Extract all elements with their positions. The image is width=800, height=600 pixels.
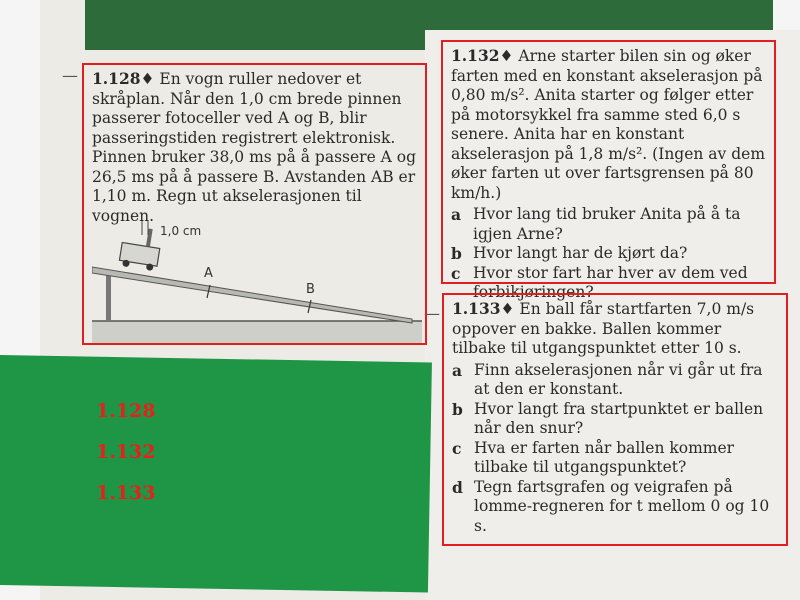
point-a-label: A (204, 266, 213, 281)
subquestion (452, 361, 778, 400)
margin-mark: — (424, 304, 440, 323)
problem-body: Arne starter bilen sin og øker farten med en konstant akselerasjon på 0,80 m/s². Anita starter og følger etter på motorsykkel fra samme sted 6,0 s senere. Anita har en konstant akselerasjon på 1,8 m/s². (Ingen av dem øker farten ut over fartsgrensen på 80 km/h.) (451, 47, 766, 202)
subquestion (452, 478, 778, 537)
ground (92, 321, 422, 343)
subquestion-text: Hvor langt fra startpunktet er ballen når den snur? (474, 399, 764, 437)
subquestion (451, 244, 766, 264)
green-banner-lower (85, 30, 425, 50)
subquestion-text: Finn akselerasjonen når vi går ut fra at den er konstant. (474, 360, 763, 398)
problem-body: En vogn ruller nedover et skråplan. Når den 1,0 cm brede pinnen passerer fotoceller ved A og B, blir passeringstiden registrert elektronisk. Pinnen bruker 38,0 ms på å passere A og 26,5 ms på å passere B. Avstanden AB er 1,10 m. Regn ut akselerasjonen til vognen. (92, 70, 417, 225)
problem-link-1-133[interactable]: 1.133 (96, 482, 156, 504)
problem-number: 1.132♦ (451, 46, 514, 65)
problem-text (452, 299, 778, 359)
subquestion-text: Tegn fartsgrafen og veigrafen på lomme-regneren for t mellom 0 og 10 s. (474, 477, 770, 535)
subquestion-text: Hvor stor fart har hver av dem ved forbikjøringen? (473, 263, 748, 301)
green-note-card (0, 355, 432, 593)
problem-link-1-128[interactable]: 1.128 (96, 400, 156, 422)
ramp (92, 267, 412, 323)
support-post (106, 270, 111, 321)
subquestion-letter: b (451, 244, 462, 263)
problem-text (92, 69, 417, 226)
subquestion-letter: b (452, 399, 463, 419)
cart-pin (146, 228, 153, 246)
margin-mark: — (62, 66, 78, 85)
subquestion (452, 400, 778, 439)
problem-number: 1.128♦ (92, 69, 155, 88)
subquestion-letter: c (451, 263, 461, 283)
problem-number: 1.133♦ (452, 299, 515, 318)
incline-figure (92, 213, 422, 343)
problem-1-128[interactable] (82, 63, 427, 345)
subquestion-list (451, 205, 766, 303)
subquestion-letter: a (452, 360, 463, 380)
subquestion-list (452, 361, 778, 537)
problem-1-132[interactable] (441, 40, 776, 301)
subquestion (451, 205, 766, 244)
subquestion-text: Hvor lang tid bruker Anita på å ta igjen Arne? (473, 205, 741, 243)
subquestion-letter: c (452, 438, 462, 458)
problem-link-list (96, 400, 156, 523)
subquestion-text: Hva er farten når ballen kommer tilbake til utgangspunktet? (474, 438, 735, 476)
subquestion-letter: a (451, 205, 462, 224)
problem-link-1-132[interactable]: 1.132 (96, 441, 156, 463)
subquestion-letter: d (452, 477, 463, 497)
point-b-label: B (306, 282, 315, 297)
cart (119, 225, 163, 272)
problem-1-133[interactable] (442, 293, 788, 546)
subquestion (452, 439, 778, 478)
width-label: 1,0 cm (160, 224, 202, 238)
problem-text (451, 46, 766, 203)
subquestion-text: Hvor langt har de kjørt da? (473, 244, 688, 262)
green-banner (85, 0, 773, 30)
problem-body: En ball får startfarten 7,0 m/s oppover en bakke. Ballen kommer tilbake til utgangspunktet etter 10 s. (452, 300, 755, 357)
